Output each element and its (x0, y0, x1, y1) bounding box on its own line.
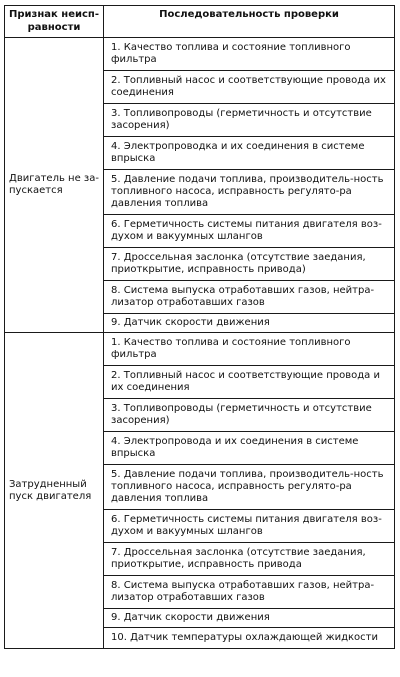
check-step-cell: 9. Датчик скорости движения (104, 314, 395, 333)
header-symptom: Признак неисп-равности (5, 6, 104, 38)
symptom-cell: Двигатель не за-пускается (5, 38, 104, 333)
check-step-cell: 5. Давление подачи топлива, производитель-ность топливного насоса, исправность регулято-ра давления топлива (104, 465, 395, 510)
check-step-cell: 2. Топливный насос и соответствующие провода и их соединения (104, 366, 395, 399)
header-row (5, 6, 395, 38)
table-row (5, 38, 395, 71)
header-check-sequence: Последовательность проверки (104, 6, 395, 38)
table-body (5, 38, 395, 649)
check-step-cell: 4. Электропроводка и их соединения в системе впрыска (104, 137, 395, 170)
check-step-cell: 4. Электропровода и их соединения в системе впрыска (104, 432, 395, 465)
check-step-cell: 7. Дроссельная заслонка (отсутствие заедания, приоткрытие, исправность привода (104, 543, 395, 576)
check-step-cell: 9. Датчик скорости движения (104, 609, 395, 628)
check-step-cell: 3. Топливопроводы (герметичность и отсутствие засорения) (104, 399, 395, 432)
check-step-cell: 6. Герметичность системы питания двигателя воз-духом и вакуумных шлангов (104, 215, 395, 248)
check-step-cell: 1. Качество топлива и состояние топливного фильтра (104, 333, 395, 366)
check-step-cell: 2. Топливный насос и соответствующие провода их соединения (104, 71, 395, 104)
symptom-cell: Затрудненный пуск двигателя (5, 333, 104, 649)
troubleshooting-document (4, 5, 395, 649)
check-step-cell: 7. Дроссельная заслонка (отсутствие заедания, приоткрытие, исправность привода) (104, 248, 395, 281)
check-step-cell: 8. Система выпуска отработавших газов, нейтра-лизатор отработавших газов (104, 281, 395, 314)
check-step-cell: 1. Качество топлива и состояние топливного фильтра (104, 38, 395, 71)
troubleshooting-table (4, 5, 395, 649)
check-step-cell: 5. Давление подачи топлива, производитель-ность топливного насоса, исправность регулято-ра давления топлива (104, 170, 395, 215)
check-step-cell: 8. Система выпуска отработавших газов, нейтра-лизатор отработавших газов (104, 576, 395, 609)
check-step-cell: 3. Топливопроводы (герметичность и отсутствие засорения) (104, 104, 395, 137)
check-step-cell: 10. Датчик температуры охлаждающей жидкости (104, 628, 395, 649)
check-step-cell: 6. Герметичность системы питания двигателя воз-духом и вакуумных шлангов (104, 510, 395, 543)
table-row (5, 333, 395, 366)
